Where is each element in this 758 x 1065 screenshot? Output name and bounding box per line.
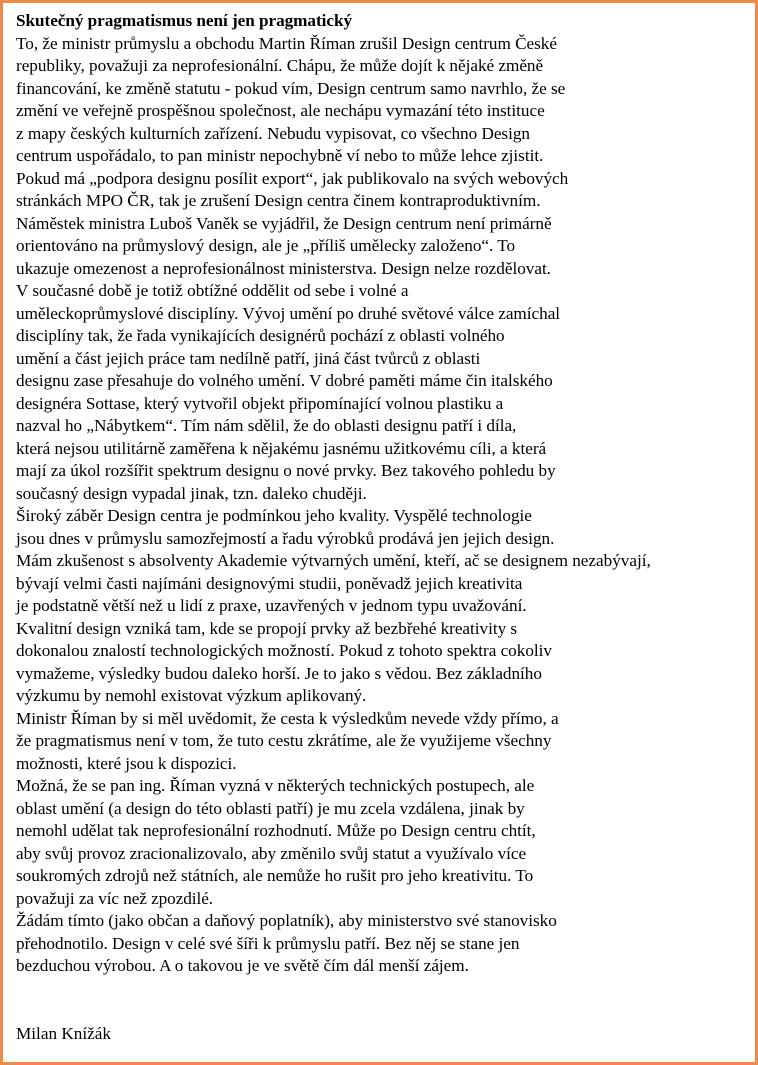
text-line: Náměstek ministra Luboš Vaněk se vyjádřil, že Design centrum není primárně bbox=[16, 213, 552, 233]
text-line: disciplíny tak, že řada vynikajících designérů pochází z oblasti volného bbox=[16, 326, 505, 345]
signature-spacer bbox=[16, 978, 756, 1023]
text-line: orientováno na průmyslový design, ale je „příliš umělecky založeno“. To bbox=[16, 236, 516, 255]
text-line: soukromých zdrojů než státních, ale nemůže ho rušit pro jeho kreativitu. To bbox=[16, 866, 534, 885]
text-line: ukazuje omezenost a neprofesionálnost ministerstva. Design nelze rozdělovat. bbox=[16, 258, 551, 278]
text-line: přehodnotilo. Design v celé své šíři k průmyslu patří. Bez něj se stane jen bbox=[16, 933, 520, 953]
document-body bbox=[16, 10, 756, 1045]
text-line: Ministr Říman by si měl uvědomit, že cesta k výsledkům nevede vždy přímo, a bbox=[16, 708, 559, 728]
text-line: centrum uspořádalo, to pan ministr nepochybně ví nebo to může lehce zjistit. bbox=[16, 146, 544, 165]
text-line: považuji za víc než zpozdilé. bbox=[16, 888, 213, 908]
text-line: financování, ke změně statutu - pokud vím, Design centrum samo navrhlo, že se bbox=[16, 78, 566, 98]
text-line: Kvalitní design vzniká tam, kde se propojí prvky až bezbřehé kreativity s bbox=[16, 618, 518, 638]
text-line: umění a část jejich práce tam nedílně patří, jiná část tvůrců z oblasti bbox=[16, 348, 481, 368]
text-line: bývají velmi časti najímáni designovými studii, poněvadž jejich kreativita bbox=[16, 573, 523, 593]
text-line: republiky, považuji za neprofesionální. Chápu, že může dojít k nějaké změně bbox=[16, 56, 544, 75]
text-line: Pokud má „podpora designu posílit export“, jak publikovalo na svých webových bbox=[16, 168, 569, 188]
document-text bbox=[16, 33, 756, 978]
text-line: výzkumu by nemohl existovat výzkum aplikovaný. bbox=[16, 686, 367, 705]
text-line: aby svůj provoz zracionalizovalo, aby změnilo svůj statut a využívalo více bbox=[16, 843, 527, 863]
document-title: Skutečný pragmatismus není jen pragmatický bbox=[16, 11, 353, 30]
text-line: oblast umění (a design do této oblasti patří) je mu zcela vzdálena, jinak by bbox=[16, 798, 525, 818]
text-line: stránkách MPO ČR, tak je zrušení Design centra činem kontraproduktivním. bbox=[16, 191, 541, 210]
text-line: změní ve veřejně prospěšnou společnost, ale nechápu vymazání této instituce bbox=[16, 101, 545, 120]
text-line: dokonalou znalostí technologických možností. Pokud z tohoto spektra cokoliv bbox=[16, 641, 552, 660]
text-line: je podstatně větší než u lidí z praxe, uzavřených v jednom typu uvažování. bbox=[16, 596, 527, 615]
text-line: Možná, že se pan ing. Říman vyzná v některých technických postupech, ale bbox=[16, 776, 535, 795]
text-line: bezduchou výrobou. A o takovou je ve světě čím dál menší zájem. bbox=[16, 956, 469, 975]
text-line: možnosti, které jsou k dispozici. bbox=[16, 753, 237, 773]
text-line: současný design vypadal jinak, tzn. daleko chuději. bbox=[16, 483, 367, 503]
text-line: uměleckoprůmyslové disciplíny. Vývoj umění po druhé světové válce zamíchal bbox=[16, 303, 561, 323]
text-line: Žádám tímto (jako občan a daňový poplatník), aby ministerstvo své stanovisko bbox=[16, 911, 557, 930]
text-line: mají za úkol rozšířit spektrum designu o nové prvky. Bez takového pohledu by bbox=[16, 461, 556, 480]
text-line: z mapy českých kulturních zařízení. Nebudu vypisovat, co všechno Design bbox=[16, 123, 530, 143]
text-line: designéra Sottase, který vytvořil objekt připomínající volnou plastiku a bbox=[16, 393, 504, 413]
text-line: jsou dnes v průmyslu samozřejmostí a řadu výrobků prodává jen jejich design. bbox=[16, 528, 555, 548]
text-line: nemohl udělat tak neprofesionální rozhodnutí. Může po Design centru chtít, bbox=[16, 821, 536, 840]
text-line: vymažeme, výsledky budou daleko horší. Je to jako s vědou. Bez základního bbox=[16, 663, 542, 683]
text-line: která nejsou utilitárně zaměřena k nějakému jasnému užitkovému cíli, a která bbox=[16, 438, 547, 458]
text-line: nazval ho „Nábytkem“. Tím nám sdělil, že do oblasti designu patří i díla, bbox=[16, 416, 517, 435]
text-line: že pragmatismus není v tom, že tuto cestu zkrátíme, ale že využijeme všechny bbox=[16, 731, 552, 750]
text-line: V současné době je totiž obtížné oddělit od sebe i volné a bbox=[16, 281, 409, 300]
author-signature: Milan Knížák bbox=[16, 1023, 111, 1043]
text-line: Mám zkušenost s absolventy Akademie výtvarných umění, kteří, ač se designem nezabývají, bbox=[16, 551, 651, 570]
text-line: To, že ministr průmyslu a obchodu Martin Říman zrušil Design centrum České bbox=[16, 33, 557, 53]
text-line: Široký záběr Design centra je podmínkou jeho kvality. Vyspělé technologie bbox=[16, 506, 532, 525]
text-line: designu zase přesahuje do volného umění. V dobré paměti máme čin italského bbox=[16, 371, 553, 390]
